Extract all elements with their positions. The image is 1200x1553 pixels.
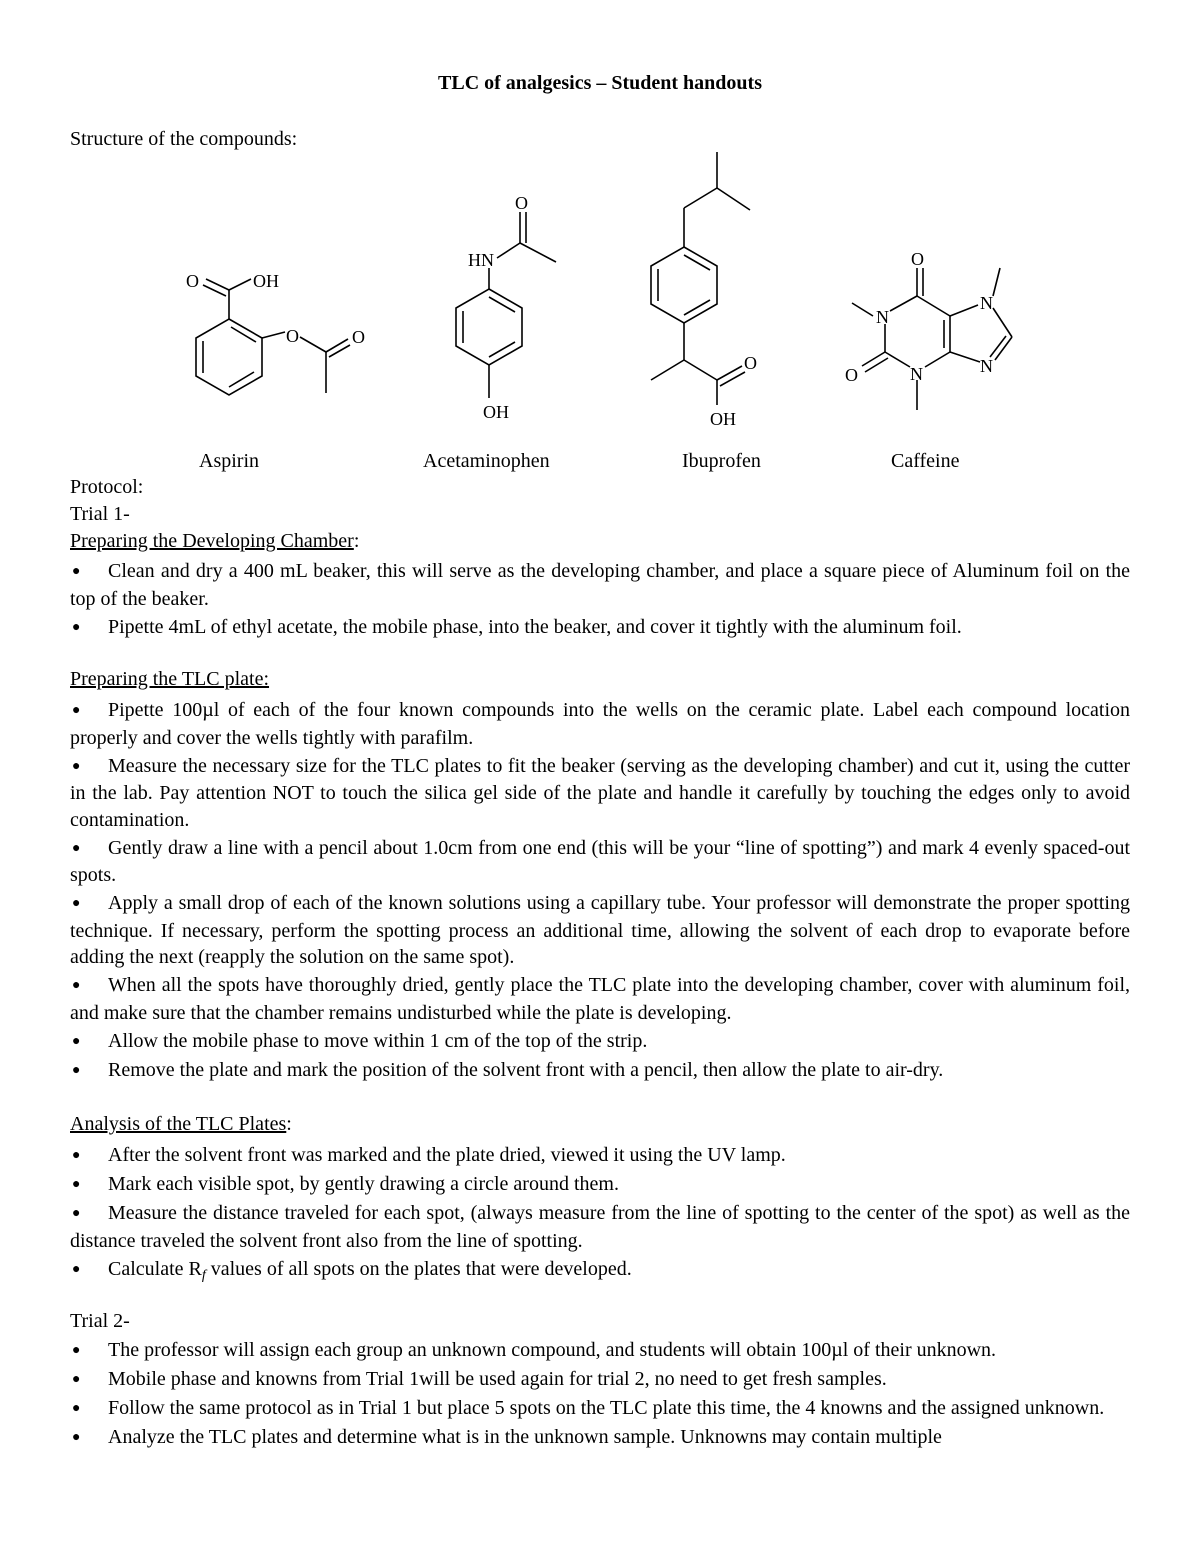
bullet-icon: ● <box>72 840 81 856</box>
list-item: ● Follow the same protocol as in Trial 1 but place 5 spots on the TLC plate this time, the 4 knowns and the assigned unknown. <box>70 1395 1130 1423</box>
rf-subscript: f <box>201 1267 206 1283</box>
bullet-icon: ● <box>72 1062 81 1078</box>
list-item: ● Allow the mobile phase to move within 1 cm of the top of the strip. <box>70 1028 1130 1056</box>
list-item: ● After the solvent front was marked and the plate dried, viewed it using the UV lamp. <box>70 1142 1130 1170</box>
bullet-icon: ● <box>72 1148 81 1163</box>
structure-heading: Structure of the compounds: <box>70 128 298 150</box>
section-heading-chamber-colon: : <box>353 530 360 552</box>
list-item: ● Measure the necessary size for the TLC plates to fit the beaker (serving as the developing chamber) and cut it, using the cutter in the lab. Pay attention NOT to touch the silica gel side of the plate and handle it carefully by touching the edges only to avoid contamination. <box>70 754 1130 831</box>
aspirin-atom-oh: OH <box>253 271 279 291</box>
caffeine-caption: Caffeine <box>891 450 960 472</box>
bullet-icon: ● <box>72 564 81 579</box>
section-heading-chamber <box>70 530 359 553</box>
acetaminophen-caption: Acetaminophen <box>423 450 550 472</box>
analysis-list <box>70 1142 1130 1291</box>
list-item: ● Clean and dry a 400 mL beaker, this will serve as the developing chamber, and place a square piece of Aluminum foil on the top of the beaker. <box>70 560 1130 610</box>
bullet-icon: ● <box>72 1206 81 1221</box>
bullet-icon: ● <box>72 703 81 718</box>
acetaminophen-atom-o: O <box>515 193 528 213</box>
acetaminophen-atom-oh: OH <box>483 402 509 422</box>
list-item: ● Gently draw a line with a pencil about 1.0cm from one end (this will be your “line of spotting”) and mark 4 evenly spaced-out spots. <box>70 836 1130 886</box>
aspirin-caption: Aspirin <box>199 450 259 472</box>
acetaminophen-structure <box>456 193 556 422</box>
bullet-icon: ● <box>72 1372 81 1387</box>
aspirin-structure <box>186 271 365 395</box>
list-item: ● Pipette 4mL of ethyl acetate, the mobile phase, into the beaker, and cover it tightly with the aluminum foil. <box>70 614 1130 642</box>
bullet-icon: ● <box>72 978 81 993</box>
section-heading-tlc-plate-text: Preparing the TLC plate: <box>70 668 270 690</box>
list-item: ● Analyze the TLC plates and determine what is in the unknown sample. Unknowns may contain multiple <box>70 1424 1130 1452</box>
list-item: ● Calculate $R_f$ values of all spots on the plates that were developed. <box>72 1257 632 1283</box>
list-item: ● When all the spots have thoroughly dried, gently place the TLC plate into the developing chamber, cover with aluminum foil, and make sure that the chamber remains undisturbed while the plate is developing. <box>70 974 1130 1024</box>
list-item: ● Remove the plate and mark the position of the solvent front with a pencil, then allow the plate to air-dry. <box>70 1057 1130 1085</box>
protocol-label: Protocol: <box>70 476 144 498</box>
trial1-label: Trial 1- <box>70 503 130 525</box>
ibuprofen-atom-o: O <box>744 353 757 373</box>
trial2-label: Trial 2- <box>70 1310 130 1332</box>
ibuprofen-structure <box>651 152 757 429</box>
page-title: TLC of analgesics – Student handouts <box>438 72 762 94</box>
caffeine-atom-o1: O <box>911 249 924 269</box>
section-heading-analysis-text: Analysis of the TLC Plates <box>70 1113 287 1135</box>
aspirin-atom-o3: O <box>352 327 365 347</box>
section-heading-analysis-colon: : <box>286 1113 292 1135</box>
bullet-icon: ● <box>72 1343 81 1358</box>
list-item: ● Mobile phase and knowns from Trial 1will be used again for trial 2, no need to get fresh samples. <box>70 1366 1130 1394</box>
bullet-icon: ● <box>72 619 81 635</box>
list-item: ● Apply a small drop of each of the known solutions using a capillary tube. Your professor will demonstrate the proper spotting technique. If necessary, perform the spotting process an additional time, allowing the solvent of each drop to evaporate before adding the next (reapply the solution on the same spot). <box>70 892 1130 968</box>
caffeine-atom-n9: N <box>980 356 993 376</box>
aspirin-atom-o2: O <box>286 326 299 346</box>
caffeine-structure <box>845 249 1012 410</box>
ibuprofen-atom-oh: OH <box>710 409 736 429</box>
bullet-icon: ● <box>72 1261 81 1277</box>
bullet-icon: ● <box>72 1033 81 1049</box>
caffeine-atom-o2: O <box>845 365 858 385</box>
list-item: ● The professor will assign each group an unknown compound, and students will obtain 100µl of their unknown. <box>70 1337 1130 1365</box>
trial2-list <box>70 1337 1130 1453</box>
bullet-icon: ● <box>72 758 81 774</box>
compound-structures <box>0 140 1200 480</box>
bullet-icon: ● <box>72 1177 81 1192</box>
aspirin-atom-o1: O <box>186 271 199 291</box>
list-item: ● Measure the distance traveled for each spot, (always measure from the line of spotting to the center of the spot) as well as the distance traveled the solvent front also from the line of spotting. <box>70 1202 1130 1252</box>
bullet-icon: ● <box>72 896 81 911</box>
section-heading-analysis <box>70 1113 292 1136</box>
list-item: ● Mark each visible spot, by gently drawing a circle around them. <box>70 1171 1130 1199</box>
section-heading-chamber-text: Preparing the Developing Chamber <box>70 530 354 552</box>
bullet-icon: ● <box>72 1401 81 1416</box>
bullet-icon: ● <box>72 1430 81 1445</box>
acetaminophen-atom-hn: HN <box>468 250 494 270</box>
tlc-plate-list <box>70 697 1130 1086</box>
structures-svg <box>0 140 1200 480</box>
section-heading-tlc-plate <box>70 668 269 691</box>
chamber-list <box>70 558 1130 643</box>
caffeine-atom-n7: N <box>980 293 993 313</box>
caffeine-atom-n3: N <box>910 364 923 384</box>
ibuprofen-caption: Ibuprofen <box>682 450 761 472</box>
list-item: ● Pipette 100µl of each of the four known compounds into the wells on the ceramic plate. Label each compound location properly and cover the wells tightly with parafilm. <box>70 699 1130 749</box>
caffeine-atom-n1: N <box>876 307 889 327</box>
